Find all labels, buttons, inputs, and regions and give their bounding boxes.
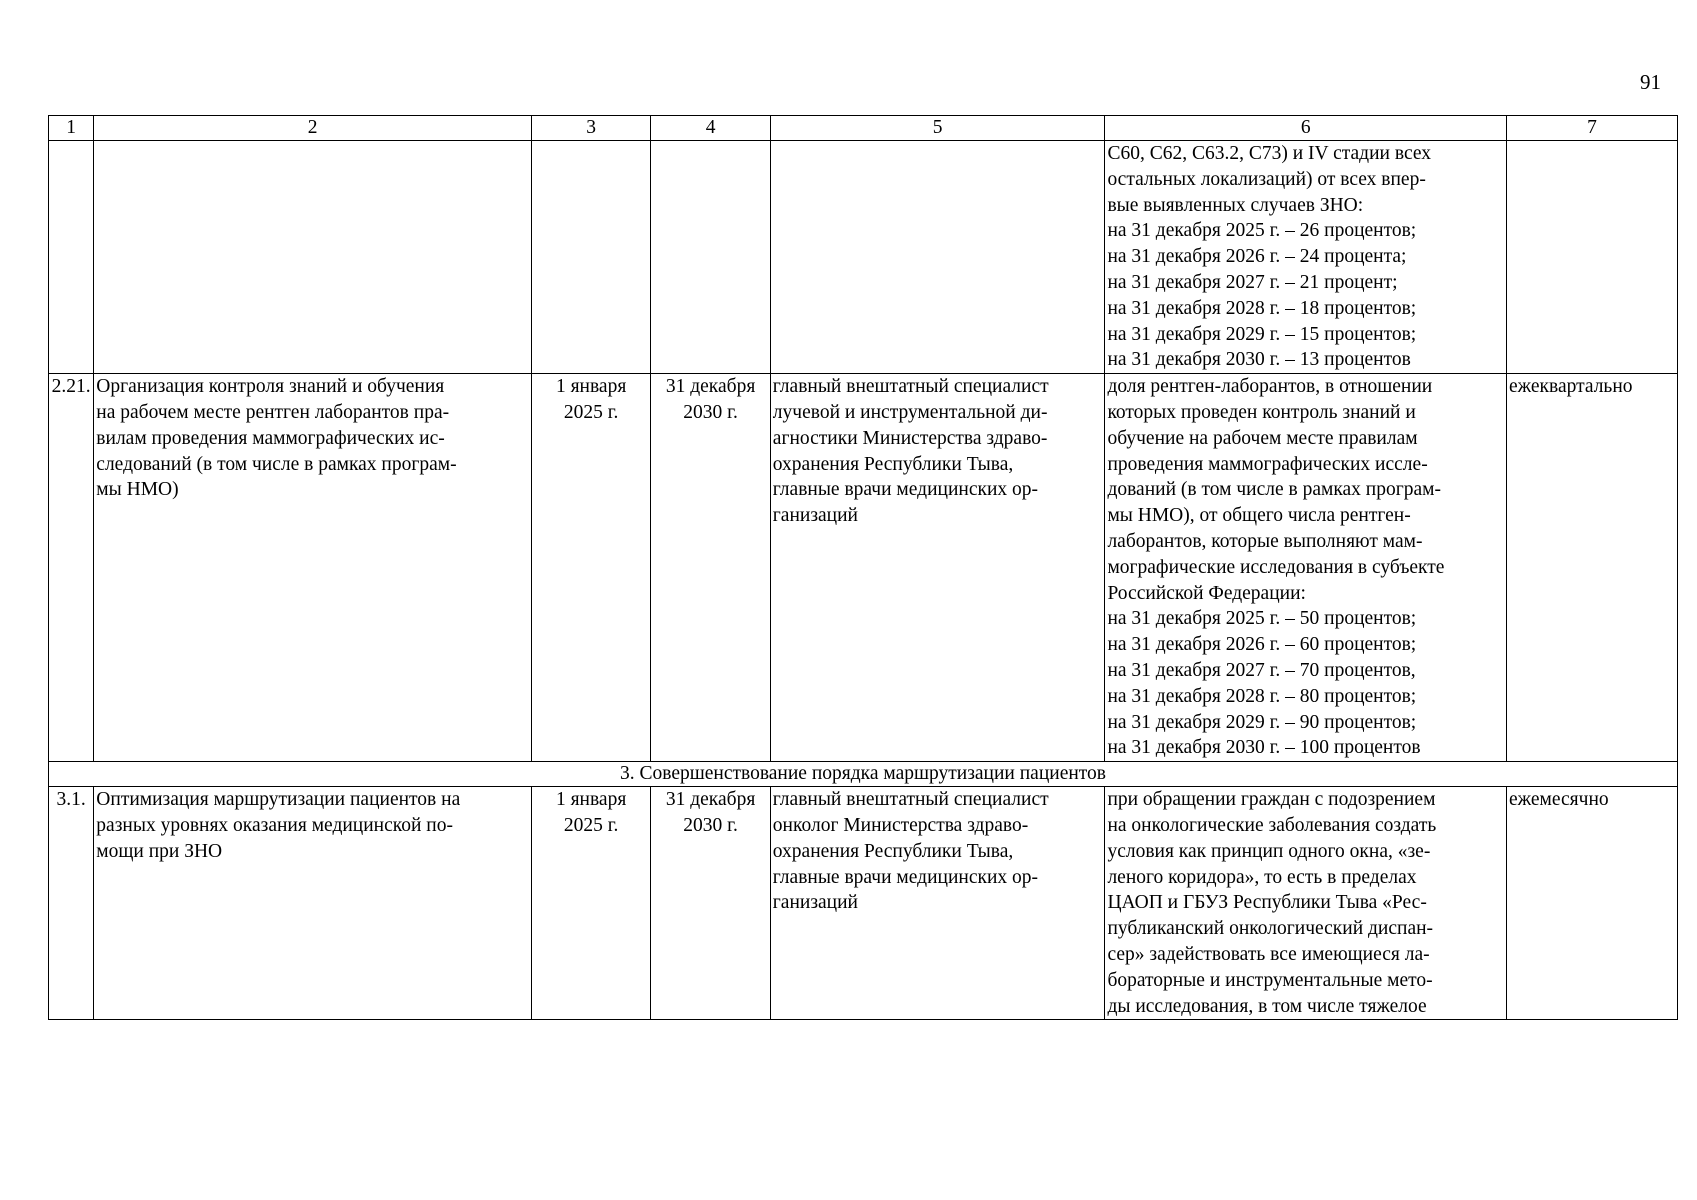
indicator-line: на 31 декабря 2025 г. – 26 процентов; <box>1107 220 1417 242</box>
activity-cell <box>94 787 532 1020</box>
activity-line: вилам проведения маммографических ис- <box>96 427 445 449</box>
responsible-cell <box>770 141 1105 374</box>
start-date-line: 2025 г. <box>563 814 619 836</box>
responsible-cell <box>770 374 1105 762</box>
indicator-line: доля рентген-лаборантов, в отношении <box>1107 376 1433 398</box>
indicator-line: на 31 декабря 2030 г. – 100 процентов <box>1107 737 1421 759</box>
indicator-line: на 31 декабря 2028 г. – 80 процентов; <box>1107 685 1417 707</box>
frequency-cell: ежемесячно <box>1507 787 1678 1020</box>
column-header-7: 7 <box>1507 116 1678 141</box>
responsible-line: главный внештатный специалист <box>772 789 1049 811</box>
column-header-2: 2 <box>94 116 532 141</box>
start-date-cell <box>531 374 650 762</box>
indicator-cell <box>1105 141 1507 374</box>
indicator-line: сер» задействовать все имеющиеся ла- <box>1107 943 1430 965</box>
activity-line: Организация контроля знаний и обучения <box>96 376 445 398</box>
responsible-line: охранения Республики Тыва, <box>772 453 1014 475</box>
responsible-line: лучевой и инструментальной ди- <box>772 401 1048 423</box>
section-heading: 3. Совершенствование порядка маршрутизации пациентов <box>49 762 1678 787</box>
responsible-line: ганизаций <box>772 505 858 527</box>
indicator-line: ЦАОП и ГБУЗ Республики Тыва «Рес- <box>1107 892 1427 914</box>
activity-cell <box>94 374 532 762</box>
start-date-cell <box>531 141 650 374</box>
end-date-line: 31 декабря <box>665 376 756 398</box>
indicator-line: публиканский онкологический диспан- <box>1107 918 1434 940</box>
activity-cell <box>94 141 532 374</box>
activity-line: на рабочем месте рентген лаборантов пра- <box>96 401 450 423</box>
end-date-line: 2030 г. <box>683 401 738 423</box>
indicator-line: на 31 декабря 2026 г. – 24 процента; <box>1107 246 1407 268</box>
indicator-line: Российской Федерации: <box>1107 582 1306 604</box>
indicator-line: мографические исследования в субъекте <box>1107 556 1445 578</box>
section-heading-row <box>49 762 1678 787</box>
table-row-continuation <box>49 141 1678 374</box>
end-date-cell <box>651 374 770 762</box>
activity-line: мощи при ЗНО <box>96 840 223 862</box>
indicator-line: проведения маммографических иссле- <box>1107 453 1428 475</box>
end-date-cell <box>651 141 770 374</box>
indicator-line: на 31 декабря 2027 г. – 70 процентов, <box>1107 659 1416 681</box>
indicator-line: на 31 декабря 2026 г. – 60 процентов; <box>1107 634 1417 656</box>
row-number-cell: 2.21. <box>49 374 94 762</box>
start-date-line: 1 января <box>555 376 627 398</box>
table-row-3-1 <box>49 787 1678 1020</box>
activity-line: разных уровнях оказания медицинской по- <box>96 814 453 836</box>
frequency-cell <box>1507 141 1678 374</box>
responsible-line: агностики Министерства здраво- <box>772 427 1048 449</box>
indicator-line: ды исследования, в том числе тяжелое <box>1107 995 1427 1017</box>
end-date-cell <box>651 787 770 1020</box>
row-number-cell: 3.1. <box>49 787 94 1020</box>
plan-table <box>48 115 1678 1020</box>
end-date-line: 31 декабря <box>665 789 756 811</box>
responsible-line: охранения Республики Тыва, <box>772 840 1014 862</box>
indicator-cell <box>1105 787 1507 1020</box>
responsible-cell <box>770 787 1105 1020</box>
column-header-3: 3 <box>531 116 650 141</box>
indicator-line: на 31 декабря 2025 г. – 50 процентов; <box>1107 608 1417 630</box>
indicator-line: мы НМО), от общего числа рентген- <box>1107 505 1411 527</box>
indicator-line: на 31 декабря 2029 г. – 90 процентов; <box>1107 711 1417 733</box>
page-number: 91 <box>1640 70 1661 94</box>
indicator-line: на онкологические заболевания создать <box>1107 814 1437 836</box>
indicator-cell <box>1105 374 1507 762</box>
indicator-line: бораторные и инструментальные мето- <box>1107 969 1433 991</box>
indicator-line: на 31 декабря 2028 г. – 18 процентов; <box>1107 297 1417 319</box>
end-date-line: 2030 г. <box>683 814 738 836</box>
column-header-6: 6 <box>1105 116 1507 141</box>
start-date-line: 1 января <box>555 789 627 811</box>
column-header-1: 1 <box>49 116 94 141</box>
indicator-line: леного коридора», то есть в пределах <box>1107 866 1417 888</box>
indicator-line: обучение на рабочем месте правилам <box>1107 427 1418 449</box>
indicator-line: при обращении граждан с подозрением <box>1107 789 1436 811</box>
activity-line: мы НМО) <box>96 479 179 501</box>
indicator-line: вые выявленных случаев ЗНО: <box>1107 194 1364 216</box>
indicator-line: дований (в том числе в рамках програм- <box>1107 479 1441 501</box>
indicator-line: лаборантов, которые выполняют мам- <box>1107 530 1423 552</box>
frequency-cell: ежеквартально <box>1507 374 1678 762</box>
activity-line: следований (в том числе в рамках програм- <box>96 453 457 475</box>
responsible-line: онколог Министерства здраво- <box>772 814 1029 836</box>
activity-line: Оптимизация маршрутизации пациентов на <box>96 789 461 811</box>
table-header-row <box>49 116 1678 141</box>
responsible-line: ганизаций <box>772 892 858 914</box>
indicator-line: остальных локализаций) от всех впер- <box>1107 168 1426 190</box>
responsible-line: главные врачи медицинских ор- <box>772 866 1038 888</box>
indicator-line: которых проведен контроль знаний и <box>1107 401 1416 423</box>
indicator-line: C60, C62, C63.2, C73) и IV стадии всех <box>1107 143 1431 164</box>
start-date-cell <box>531 787 650 1020</box>
indicator-line: на 31 декабря 2030 г. – 13 процентов <box>1107 349 1411 371</box>
indicator-line: условия как принцип одного окна, «зе- <box>1107 840 1431 862</box>
indicator-line: на 31 декабря 2027 г. – 21 процент; <box>1107 271 1398 293</box>
column-header-5: 5 <box>770 116 1105 141</box>
row-number-cell <box>49 141 94 374</box>
start-date-line: 2025 г. <box>563 401 619 423</box>
responsible-line: главный внештатный специалист <box>772 376 1049 398</box>
responsible-line: главные врачи медицинских ор- <box>772 479 1038 501</box>
indicator-line: на 31 декабря 2029 г. – 15 процентов; <box>1107 323 1417 345</box>
table-row-2-21 <box>49 374 1678 762</box>
column-header-4: 4 <box>651 116 770 141</box>
